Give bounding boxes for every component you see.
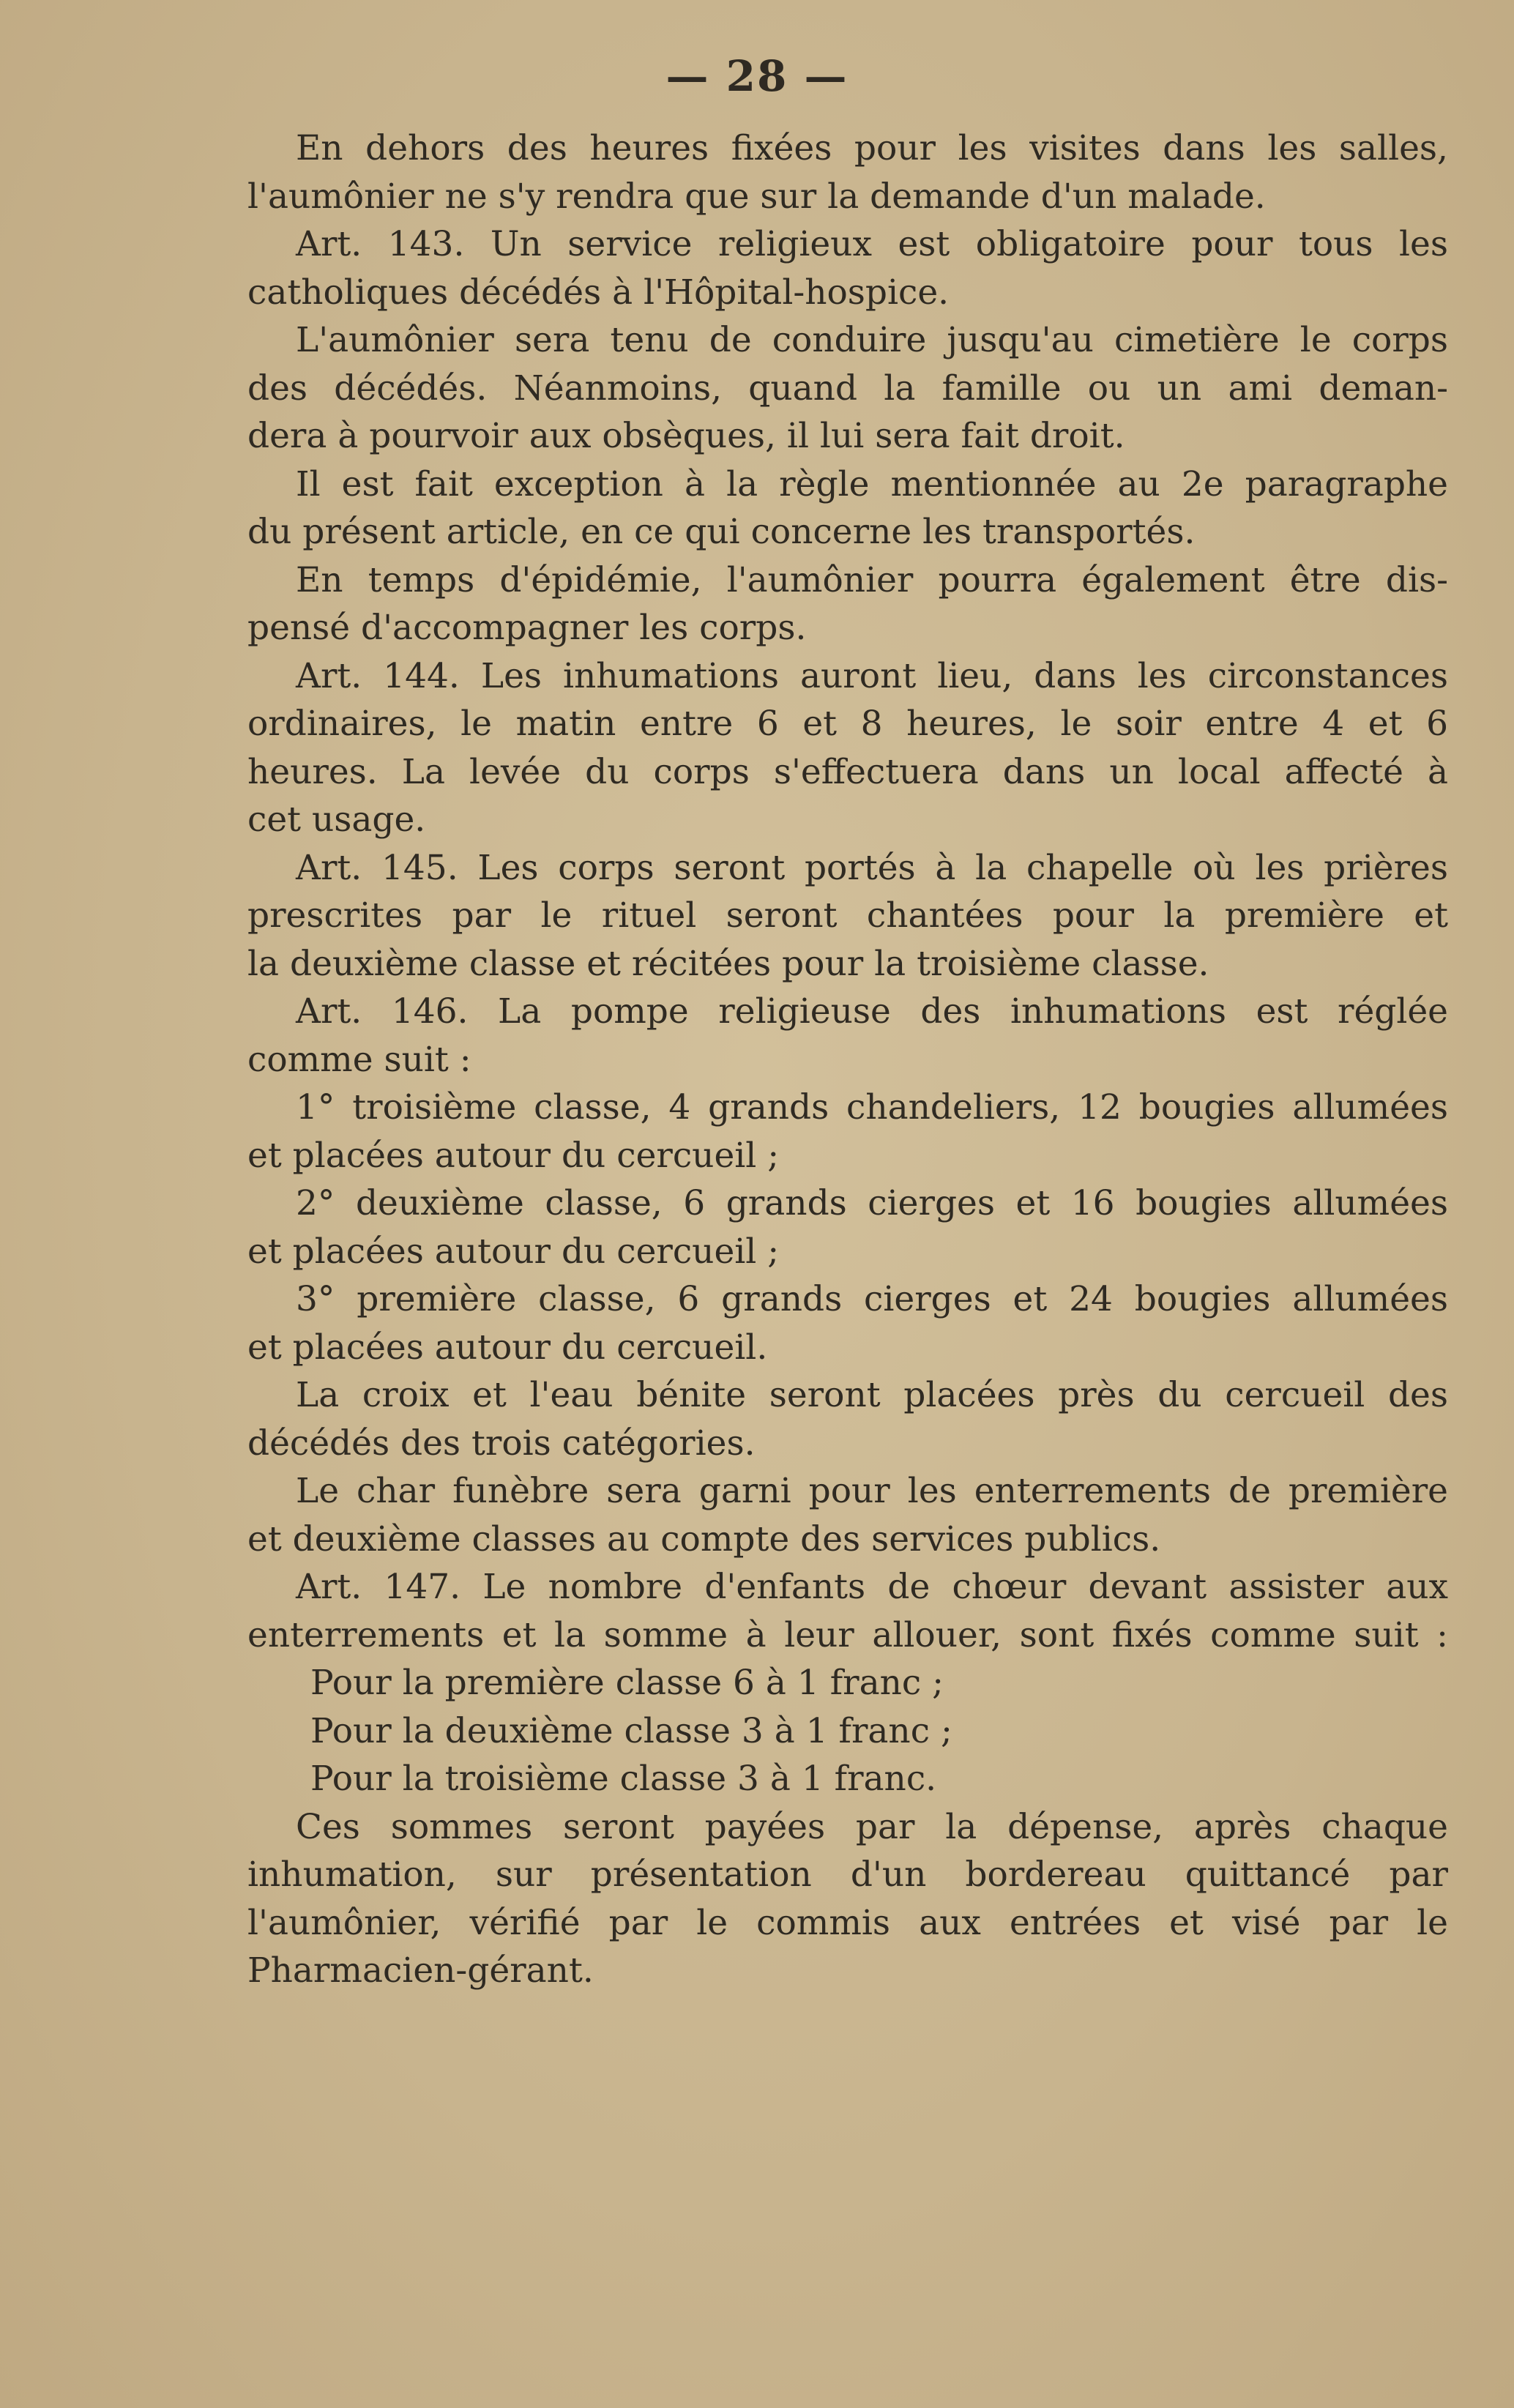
text-line: L'aumônier sera tenu de conduire jusqu'au cimetière le corps	[296, 320, 1448, 360]
text-line: et placées autour du cercueil ;	[247, 1231, 780, 1272]
text-line: l'aumônier ne s'y rendra que sur la demande d'un malade.	[247, 176, 1266, 217]
text-line: Art. 146. La pompe religieuse des inhumations est réglée	[296, 991, 1448, 1032]
text-line: prescrites par le rituel seront chantées pour la première et	[247, 895, 1448, 936]
text-line: 1° troisième classe, 4 grands chandeliers, 12 bougies allumées	[296, 1087, 1448, 1127]
body-text	[247, 124, 1448, 1995]
text-line: comme suit :	[247, 1039, 471, 1080]
text-line: Art. 144. Les inhumations auront lieu, dans les circonstances	[296, 655, 1448, 696]
text-line: Pour la troisième classe 3 à 1 franc.	[310, 1759, 937, 1799]
text-line: 3° première classe, 6 grands cierges et 24 bougies allumées	[296, 1279, 1448, 1319]
text-line: La croix et l'eau bénite seront placées près du cercueil des	[296, 1375, 1448, 1415]
text-line: Pour la deuxième classe 3 à 1 franc ;	[310, 1710, 952, 1751]
text-line: dera à pourvoir aux obsèques, il lui sera fait droit.	[247, 416, 1125, 456]
text-line: Pour la première classe 6 à 1 franc ;	[310, 1663, 944, 1703]
text-line: Pharmacien-gérant.	[247, 1950, 594, 1991]
text-line: la deuxième classe et récitées pour la troisième classe.	[247, 943, 1209, 984]
text-line: Art. 143. Un service religieux est obligatoire pour tous les	[296, 224, 1448, 264]
text-line: enterrements et la somme à leur allouer, sont fixés comme suit :	[247, 1614, 1448, 1655]
text-line: et placées autour du cercueil.	[247, 1327, 768, 1368]
text-line: et placées autour du cercueil ;	[247, 1135, 780, 1176]
text-line: Ces sommes seront payées par la dépense, après chaque	[296, 1806, 1448, 1847]
text-line: Art. 147. Le nombre d'enfants de chœur devant assister aux	[296, 1567, 1448, 1607]
text-line: des décédés. Néanmoins, quand la famille ou un ami deman-	[247, 368, 1448, 409]
text-line: catholiques décédés à l'Hôpital-hospice.	[247, 272, 950, 313]
text-line: ordinaires, le matin entre 6 et 8 heures, le soir entre 4 et 6	[247, 704, 1448, 744]
text-line: Art. 145. Les corps seront portés à la chapelle où les prières	[296, 847, 1448, 888]
text-line: Il est fait exception à la règle mentionnée au 2e paragraphe	[296, 463, 1448, 504]
page-number: — 28 —	[665, 51, 849, 101]
text-line: et deuxième classes au compte des services publics.	[247, 1518, 1161, 1559]
text-line: heures. La levée du corps s'effectuera dans un local affecté à	[247, 751, 1448, 792]
text-line: l'aumônier, vérifié par le commis aux entrées et visé par le	[247, 1902, 1448, 1943]
text-line: pensé d'accompagner les corps.	[247, 608, 807, 648]
text-line: 2° deuxième classe, 6 grands cierges et 16 bougies allumées	[296, 1183, 1448, 1223]
text-line: inhumation, sur présentation d'un bordereau quittancé par	[247, 1855, 1448, 1895]
text-line: cet usage.	[247, 799, 426, 840]
text-line: Le char funèbre sera garni pour les enterrements de première	[296, 1471, 1448, 1511]
text-line: En dehors des heures fixées pour les visites dans les salles,	[296, 128, 1448, 168]
text-line: du présent article, en ce qui concerne les transportés.	[247, 512, 1196, 552]
text-line: décédés des trois catégories.	[247, 1423, 756, 1464]
text-line: En temps d'épidémie, l'aumônier pourra également être dis-	[296, 559, 1448, 600]
